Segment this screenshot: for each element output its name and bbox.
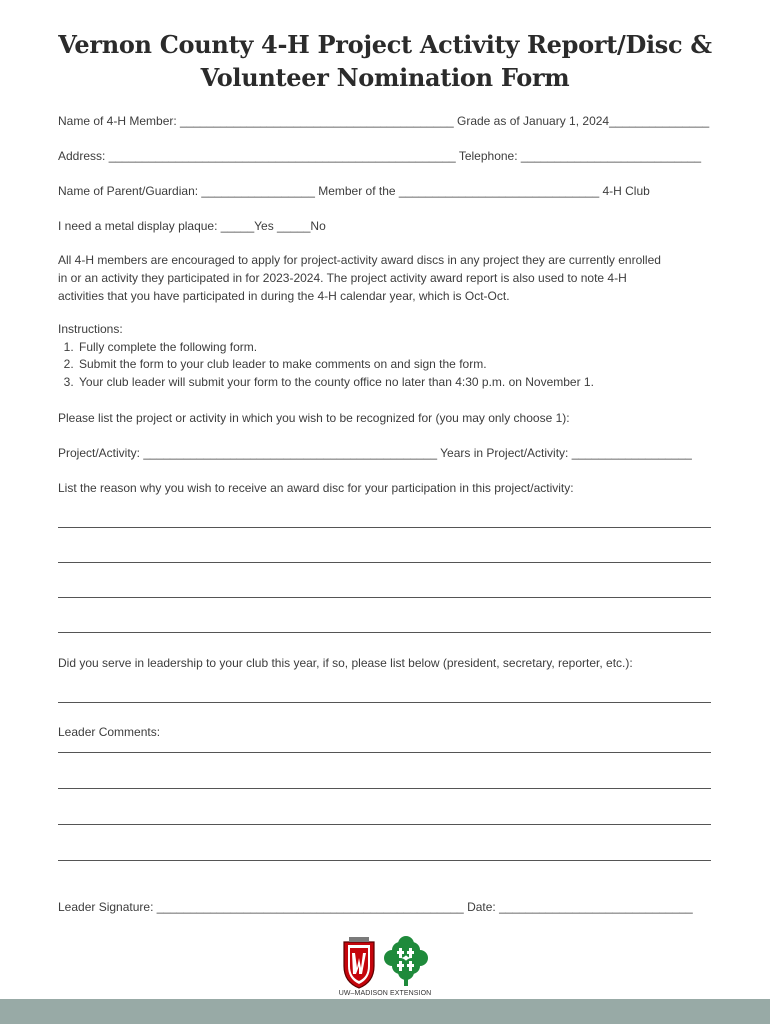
instructions-block [58,321,712,391]
logo-graphics [336,936,440,992]
intro-line-1: All 4-H members are encouraged to apply for project-activity award discs in any project they are currently enrolled [58,253,661,267]
reason-answer-line[interactable] [58,597,711,598]
leadership-answer-line[interactable] [58,702,711,703]
reason-answer-line[interactable] [58,632,711,633]
leader-comments-label: Leader Comments: [58,725,161,739]
instruction-step: 1. Fully complete the following form. [77,339,712,357]
reason-answer-line[interactable] [58,562,711,563]
four-h-clover-icon [384,936,428,986]
extension-label: UW–MADISON EXTENSION [338,990,432,997]
leader-comments-line[interactable] [58,860,711,861]
reason-answer-line[interactable] [58,527,711,528]
instruction-step: 2. Submit the form to your club leader to make comments on and sign the form. [77,356,712,374]
instructions-heading: Instructions: [58,322,123,336]
leader-signature-date-field[interactable]: Leader Signature: ______________________________________________ Date: _____________________________ [58,900,693,914]
form-title [0,28,770,94]
footer-bar [0,999,770,1024]
member-name-grade-field[interactable]: Name of 4-H Member: _________________________________________ Grade as of January 1, 2024_______________ [58,114,710,128]
form-title-line-2: Volunteer Nomination Form [200,63,570,92]
leadership-prompt: Did you serve in leadership to your club this year, if so, please list below (president, secretary, reporter, etc.): [58,656,633,670]
plaque-yes-no-field[interactable]: I need a metal display plaque: _____Yes _____No [58,219,326,233]
leader-comments-line[interactable] [58,824,711,825]
reason-prompt: List the reason why you wish to receive an award disc for your participation in this project/activity: [58,481,574,495]
intro-line-3: activities that you have participated in during the 4-H calendar year, which is Oct-Oct. [58,289,510,303]
uw-crest-icon [344,937,374,988]
address-telephone-field[interactable]: Address: ____________________________________________________ Telephone: ___________________________ [58,149,702,163]
leader-comments-line[interactable] [58,752,711,753]
intro-line-2: in or an activity they participated in for 2023-2024. The project activity award report is also used to note 4-H [58,271,627,285]
leader-comments-line[interactable] [58,788,711,789]
intro-paragraph [58,251,712,305]
project-years-field[interactable]: Project/Activity: ____________________________________________ Years in Project/Activity: __________________ [58,446,692,460]
parent-club-field[interactable]: Name of Parent/Guardian: _________________ Member of the ______________________________ 4-H Club [58,184,650,198]
form-title-line-1: Vernon County 4-H Project Activity Report/Disc & [58,30,712,59]
choose-project-prompt: Please list the project or activity in which you wish to be recognized for (you may only choose 1): [58,411,570,425]
instructions-list [58,339,712,392]
instruction-step: 3. Your club leader will submit your form to the county office no later than 4:30 p.m. on November 1. [77,374,712,392]
